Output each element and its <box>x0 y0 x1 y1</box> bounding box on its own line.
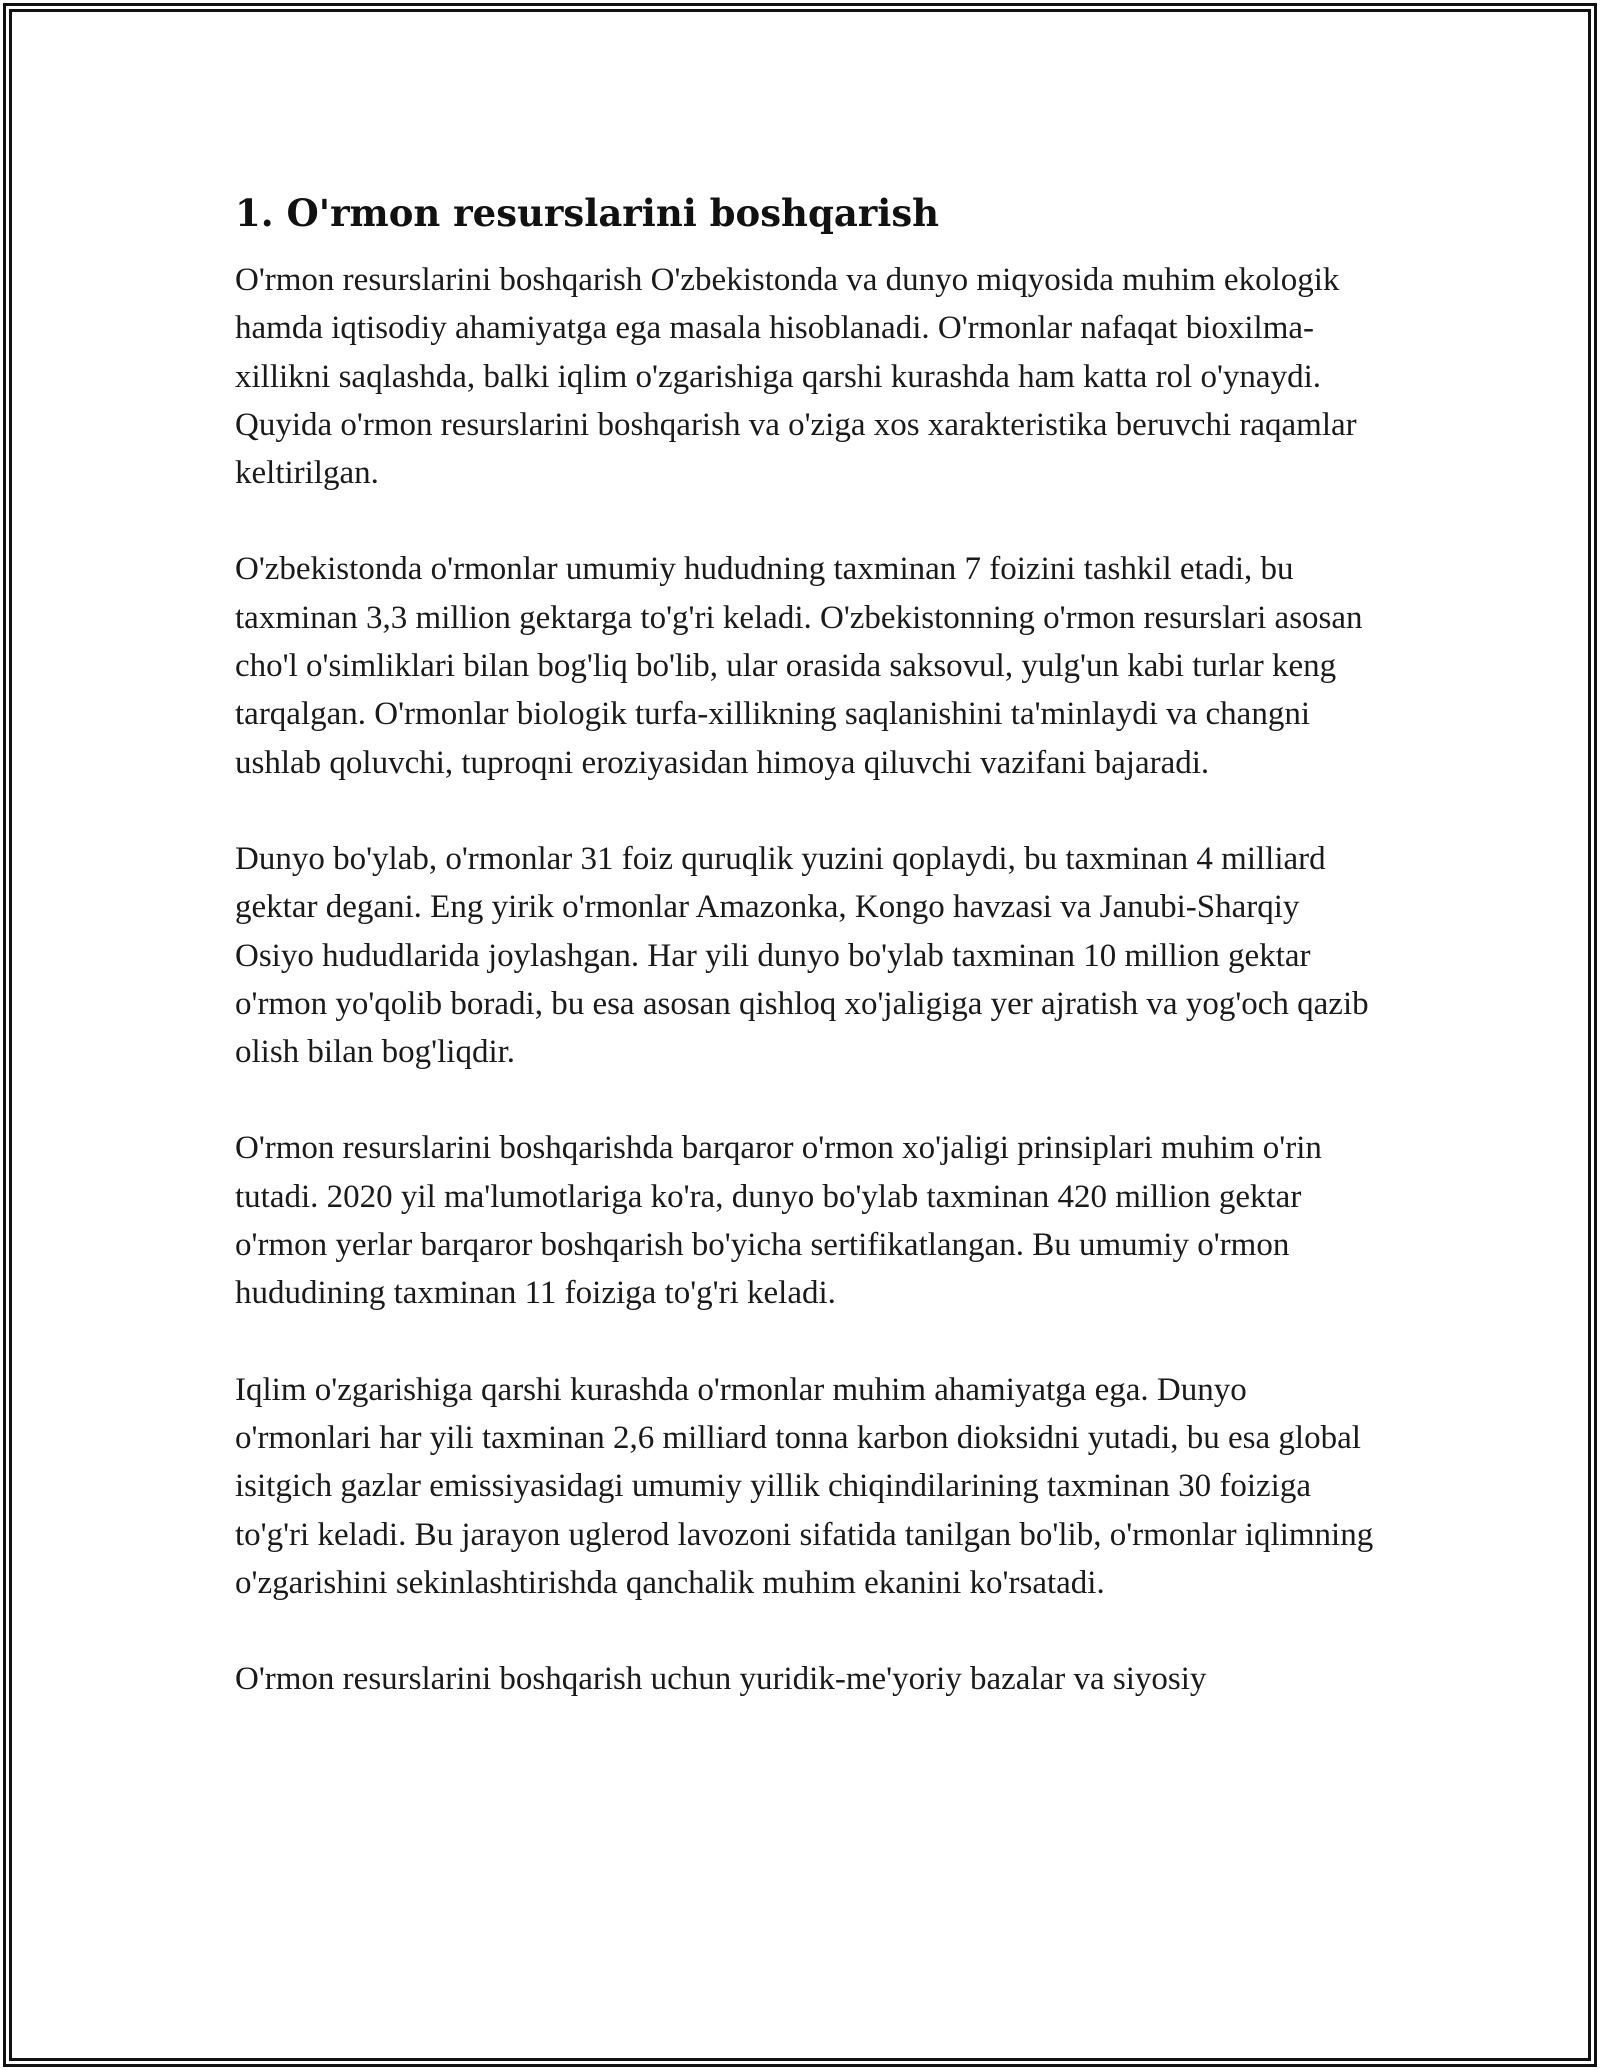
paragraph-sustainable-management: O'rmon resurslarini boshqarishda barqaror o'rmon xo'jaligi prinsiplari muhim o'rin tutadi. 2020 yil ma'lumotlariga ko'ra, dunyo bo'ylab taxminan 420 million gektar o'rmon yerlar barqaror boshqarish bo'yicha sertifikatlangan. Bu umumiy o'rmon hududining taxminan 11 foiziga to'g'ri keladi. <box>235 1130 1322 1312</box>
paragraph-uzbekistan-forests: O'zbekistonda o'rmonlar umumiy hududning taxminan 7 foizini tashkil etadi, bu taxminan 3,3 million gektarga to'g'ri keladi. O'zbekistonning o'rmon resurslari asosan cho'l o'simliklari bilan bog'liq bo'lib, ular orasida saksovul, yulg'un kabi turlar keng tarqalgan. O'rmonlar biologik turfa-xillikning saqlanishini ta'minlaydi va changni ushlab qoluvchi, tuproqni eroziyasidan himoya qiluvchi vazifani bajaradi. <box>235 551 1363 781</box>
paragraph-intro: O'rmon resurslarini boshqarish O'zbekistonda va dunyo miqyosida muhim ekologik hamda iqtisodiy ahamiyatga ega masala hisoblanadi. O'rmonlar nafaqat bioxilma-xillikni saqlashda, balki iqlim o'zgarishiga qarshi kurashda ham katta rol o'ynaydi. Quyida o'rmon resurslarini boshqarish va o'ziga xos xarakteristika beruvchi raqamlar keltirilgan. <box>235 262 1357 492</box>
paragraph-climate-change: Iqlim o'zgarishiga qarshi kurashda o'rmonlar muhim ahamiyatga ega. Dunyo o'rmonlari har yili taxminan 2,6 milliard tonna karbon dioksidni yutadi, bu esa global isitgich gazlar emissiyasidagi umumiy yillik chiqindilarining taxminan 30 foiziga to'g'ri keladi. Bu jarayon uglerod lavozoni sifatida tanilgan bo'lib, o'rmonlar iqlimning o'zgarishini sekinlashtirishda qanchalik muhim ekanini ko'rsatadi. <box>235 1371 1374 1601</box>
section-heading: 1. O'rmon resurslarini boshqarish <box>235 191 940 235</box>
paragraph-legal-framework: O'rmon resurslarini boshqarish uchun yuridik-me'yoriy bazalar va siyosiy <box>235 1661 1207 1698</box>
paragraph-world-forests: Dunyo bo'ylab, o'rmonlar 31 foiz quruqlik yuzini qoplaydi, bu taxminan 4 milliard gektar degani. Eng yirik o'rmonlar Amazonka, Kongo havzasi va Janubi-Sharqiy Osiyo hududlarida joylashgan. Har yili dunyo bo'ylab taxminan 10 million gektar o'rmon yo'qolib boradi, bu esa asosan qishloq xo'jaligiga yer ajratish va yog'och qazib olish bilan bog'liqdir. <box>235 840 1369 1071</box>
document-body <box>235 186 1375 1751</box>
